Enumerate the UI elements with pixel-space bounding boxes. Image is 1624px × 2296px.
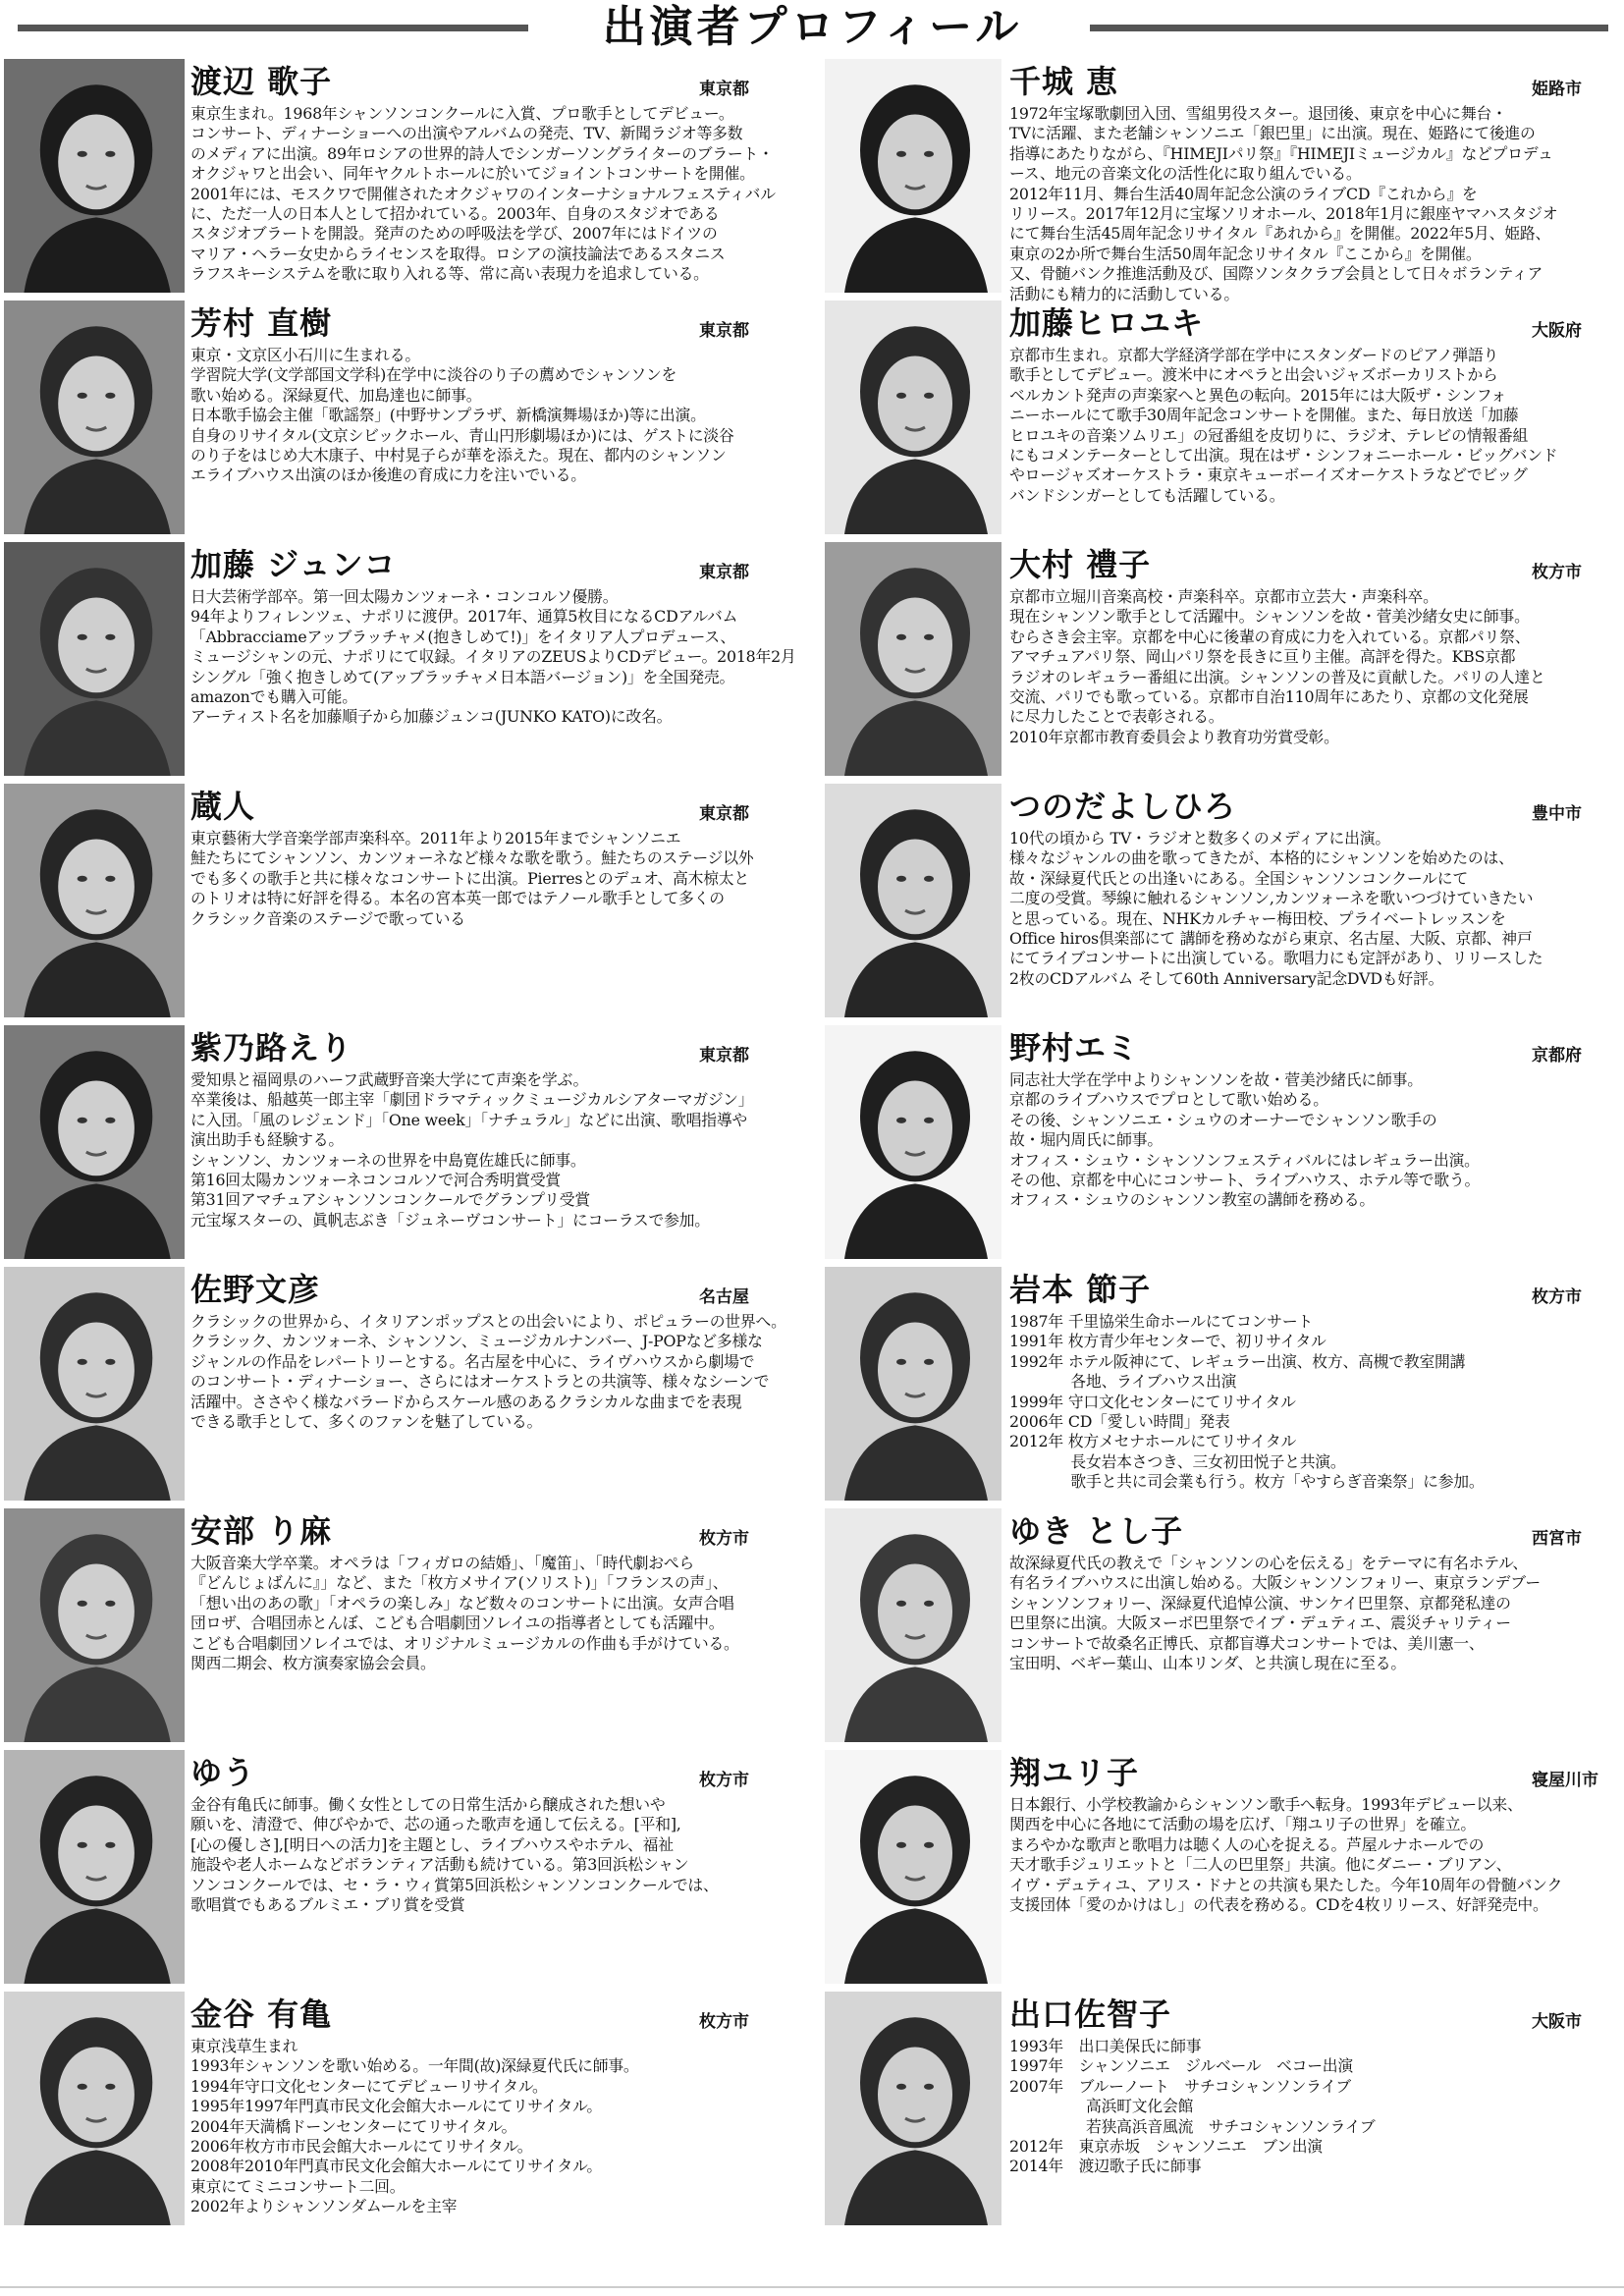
profile-line: 現在シャンソン歌手として活躍中。シャンソンを故・菅美沙緒女史に師事。 [1009,607,1530,627]
profile-line: 2012年 枚方メセナホールにてリサイタル [1009,1432,1297,1451]
profile-line: クラシック、カンツォーネ、シャンソン、ミュージカルナンバー、J-POPなど多様な [190,1332,763,1351]
profile-line: TVに活躍、また老舗シャンソニエ「銀巴里」に出演。現在、姫路にて後進の [1009,124,1536,143]
profile-line: 東京藝術大学音楽学部声楽科卒。2011年より2015年までシャンソニエ [190,829,681,847]
profile-photo [825,301,1001,534]
profile-text [1009,2037,1612,2177]
profile-photo [4,1025,185,1259]
profile-line: 京都のライブハウスでプロとして歌い始める。 [1009,1090,1328,1110]
profile-line: 2010年京都市教育委員会より教育功労賞受彰。 [1009,727,1339,746]
profile-line: シャンソンフォリー、深緑夏代追悼公演、サンケイ巴里祭、京都発私達の [1009,1593,1511,1613]
profile-line: リリース。2017年12月に宝塚ソリオホール、2018年1月に銀座ヤマハスタジオ [1009,203,1558,223]
performer-location: 枚方市 [699,1771,749,1790]
profile-line: 様々なジャンルの曲を歌ってきたが、本格的にシャンソンを始めたのは、 [1009,848,1514,868]
profile-line: 若狭高浜音風流 サチコシャンソンライブ [1009,2116,1376,2136]
profile-line: 「Abbracciameアッブラッチャメ(抱きしめて!)」をイタリア人プロデュース、 [190,627,735,646]
profile-line: 活動にも精力的に活動している。 [1009,284,1239,303]
performer-name: 加藤 ジュンコ [190,546,397,583]
profile-text [190,1312,799,1432]
profile-line: 鮭たちにてシャンソン、カンツォーネなど様々な歌を歌う。鮭たちのステージ以外 [190,848,754,868]
profile-line: 1987年 千里協栄生命ホールにてコンサート [1009,1312,1314,1331]
profile-line: 大阪音楽大学卒業。オペラは「フィガロの結婚」、「魔笛」、「時代劇おぺら [190,1554,695,1572]
profile-line: 長女岩本さつき、三女初田悦子と共演。 [1009,1451,1346,1471]
profile-text [190,1554,799,1673]
profile-entry [815,299,1612,540]
profile-line: 愛知県と福岡県のハーフ武蔵野音楽大学にて声楽を学ぶ。 [190,1070,589,1089]
profile-line: バンドシンガーとしても活躍している。 [1009,485,1285,505]
profile-line: 宝田明、ベギー葉山、山本リンダ、と共演し現在に至る。 [1009,1653,1406,1672]
profile-entry [2,1265,799,1506]
profile-line: 日本歌手協会主催「歌謡祭」(中野サンプラザ、新橋演舞場ほか)等に出演。 [190,406,706,425]
profile-line: 東京・文京区小石川に生まれる。 [190,346,420,364]
profile-line: 2006年 CD「愛しい時間」発表 [1009,1411,1230,1431]
profile-photo [825,1750,1001,1984]
profile-line: に入団。「風のレジェンド」「One week」「ナチュラル」などに出演、歌唱指導や [190,1110,748,1129]
performer-location: 東京都 [699,563,749,582]
profile-line: 1992年 ホテル阪神にて、レギュラー出演、枚方、高槻で教室開講 [1009,1351,1466,1371]
performer-location: 大阪市 [1532,2012,1582,2032]
profile-line: 演出助手も経験する。 [190,1130,344,1150]
profile-line: 1972年宝塚歌劇団入団、雪組男役スター。退団後、東京を中心に舞台・ [1009,104,1507,123]
profile-entry [815,782,1612,1023]
profile-line: 『どんじょばんに』」など、また「枚方メサイア(ソリスト)」「フランスの声」、 [190,1573,729,1593]
performer-name: ゆう [190,1754,256,1791]
profile-entry [815,1748,1612,1990]
performer-name: 大村 禮子 [1009,546,1152,583]
page-title: 出演者プロフィール [602,2,1023,52]
profile-text [190,1070,799,1230]
profile-line: 1993年 出口美保氏に師事 [1009,2037,1202,2055]
profile-text [1009,587,1612,747]
header-rule-left [18,25,528,31]
profile-photo [4,542,185,776]
profile-line: に、ただ一人の日本人として招かれている。2003年、自身のスタジオである [190,203,720,223]
profile-line: マリア・ヘラー女史からライセンスを取得。ロシアの演技論法であるスタニス [190,244,726,263]
profile-photo [4,1750,185,1984]
profile-line: 1997年 シャンソニエ ジルベール ベコー出演 [1009,2056,1353,2076]
profile-line: のメディアに出演。89年ロシアの世界的詩人でシンガーソングライターのブラート・ [190,143,774,163]
performer-location: 名古屋 [699,1287,749,1307]
profile-line: 高浜町文化会館 [1009,2097,1194,2116]
profile-line: 2001年には、モスクワで開催されたオクジャワのインターナショナルフェスティバル [190,184,776,203]
profile-line: 1994年守口文化センターにてデビューリサイタル。 [190,2076,548,2096]
profile-line: ラジオのレギュラー番組に出演。シャンソンの普及に貢献した。パリの人達と [1009,667,1545,686]
profile-line: 指導にあたりながら、『HIMEJIパリ祭』『HIMEJIミュージカル』などプロデュ [1009,143,1553,163]
profile-line: と思っている。現在、NHKカルチャー梅田校、プライベートレッスンを [1009,908,1506,928]
profile-line: 巴里祭に出演。大阪ヌーボ巴里祭でイブ・デュティエ、震災チャリティー [1009,1613,1511,1633]
performer-location: 枚方市 [699,2012,749,2032]
profile-line: 卒業後は、船越英一郎主宰「劇団ドラマティックミュージカルシアターマガジン」 [190,1090,754,1110]
profile-text [1009,1554,1612,1673]
performer-name: 渡辺 歌子 [190,63,333,100]
profile-line: 2014年 渡辺歌子氏に師事 [1009,2157,1202,2176]
performer-location: 豊中市 [1532,804,1582,824]
profile-line: 東京にてミニコンサート二回。 [190,2176,406,2196]
profile-entry [815,1265,1612,1506]
profile-line: 二度の受賞。琴線に触れるシャンソン,カンツォーネを歌いつづけていきたい [1009,889,1534,908]
profile-text [190,104,799,285]
profile-entry [2,1748,799,1990]
profile-line: 94年よりフィレンツェ、ナポリに渡伊。2017年、通算5枚目になるCDアルバム [190,607,738,627]
performer-name: つのだよしひろ [1009,788,1237,825]
profile-line: オクジャワと出会い、同年ヤクルトホールに於いてジョイントコンサートを開催。 [190,164,755,184]
profile-line: ミュージシャンの元、ナポリにて収録。イタリアのZEUSよりCDデビュー。2018年2月 [190,647,796,667]
profile-line: その後、シャンソニエ・シュウのオーナーでシャンソン歌手の [1009,1110,1437,1129]
profile-line: にもコメンテーターとして出演。現在はザ・シンフォニーホール・ビッグバンド [1009,445,1558,465]
profile-line: 歌手としてデビュー。渡米中にオペラと出会いジャズボーカリストから [1009,365,1498,385]
page-header [0,0,1624,57]
profile-line: 2008年2010年門真市民文化会館大ホールにてリサイタル。 [190,2157,602,2176]
profile-line: 天才歌手ジュリエットと「二人の巴里祭」共演。他にダニー・ブリアン、 [1009,1855,1512,1875]
profile-line: 有名ライブハウスに出演し始める。大阪シャンソンフォリー、東京ランデブー [1009,1573,1541,1593]
profile-line: 京都市立堀川音楽高校・声楽科卒。京都市立芸大・声楽科卒。 [1009,587,1438,606]
profile-line: コンサート、ディナーショーへの出演やアルバムの発売、TV、新聞ラジオ等多数 [190,124,743,143]
profile-line: 金谷有亀氏に師事。働く女性としての日常生活から醸成された想いや [190,1795,666,1814]
profile-line: 2002年よりシャンソンダムールを主宰 [190,2197,458,2216]
profile-line: のコンサート・ディナーショー、さらにはオーケストラとの共演等、様々なシーンで [190,1372,770,1392]
profile-line: 第31回アマチュアシャンソンコンクールでグランプリ受賞 [190,1190,590,1210]
profile-line: シャンソン、カンツォーネの世界を中島寛佐雄氏に師事。 [190,1150,586,1170]
performer-location: 枚方市 [699,1529,749,1549]
performer-location: 東京都 [699,321,749,341]
profile-line: ニーホールにて歌手30周年記念コンサートを開催。また、毎日放送「加藤 [1009,406,1519,425]
profile-line: 2枚のCDアルバム そして60th Anniversary記念DVDも好評。 [1009,968,1444,988]
profile-line: 日大芸術学部卒。第一回太陽カンツォーネ・コンコルソ優勝。 [190,587,619,606]
profile-line: 2006年枚方市市民会館大ホールにてリサイタル。 [190,2136,533,2156]
profile-text [1009,1070,1612,1211]
profile-entry [2,1023,799,1265]
profile-photo [825,59,1001,293]
profile-line: 10代の頃から TV・ラジオと数多くのメディアに出演。 [1009,829,1390,847]
profile-text [1009,1795,1612,1915]
profile-line: 故深緑夏代氏の教えで「シャンソンの心を伝える」をテーマに有名ホテル、 [1009,1554,1528,1572]
profile-line: ジャンルの作品をレパートリーとする。名古屋を中心に、ライヴハウスから劇場で [190,1351,755,1371]
performer-name: 出口佐智子 [1009,1995,1172,2033]
profile-line: ヒロユキの音楽ソムリエ」の冠番組を皮切りに、ラジオ、テレビの情報番組 [1009,425,1529,445]
profile-line: にて舞台生活45周年記念リサイタル『あれから』を開催。2022年5月、姫路、 [1009,224,1551,244]
profile-photo [4,1267,185,1501]
profile-text [190,346,799,486]
profile-line: その他、京都を中心にコンサート、ライブハウス、ホテル等で歌う。 [1009,1170,1481,1189]
profile-line: やロージャズオーケストラ・東京キューボーイズオーケストラなどでビッグ [1009,465,1528,485]
profile-line: 東京浅草生まれ [190,2037,298,2055]
profile-line: 各地、ライブハウス出演 [1009,1372,1237,1392]
profile-entry [2,1506,799,1748]
profile-line: ース、地元の音楽文化の活性化に取り組んでいる。 [1009,164,1362,184]
performer-name: 佐野文彦 [190,1271,321,1308]
profile-line: むらさき会主宰。京都を中心に後輩の育成に力を入れている。京都パリ祭、 [1009,627,1531,646]
profile-line: amazonでも購入可能。 [190,686,357,706]
performer-name: 翔ユリ子 [1009,1754,1140,1791]
profile-line: 施設や老人ホームなどボランティア活動も続けている。第3回浜松シャン [190,1855,689,1875]
performer-location: 東京都 [699,80,749,99]
profile-line: 支援団体「愛のかけはし」の代表を務める。CDを4枚リリース、好評発売中。 [1009,1894,1548,1914]
performer-location: 枚方市 [1532,1287,1582,1307]
profile-line: 関西二期会、枚方演奏家協会会員。 [190,1653,436,1672]
performer-name: 千城 恵 [1009,63,1119,100]
profile-photo [825,542,1001,776]
profile-entry [815,540,1612,782]
profile-line: 2004年天満橋ドーンセンターにてリサイタル。 [190,2116,517,2136]
profile-line: 2007年 ブルーノート サチコシャンソンライブ [1009,2076,1352,2096]
profile-line: 1991年 枚方青少年センターで、初リサイタル [1009,1332,1326,1351]
profile-line: 歌手と共に司会業も行う。枚方「やすらぎ音楽祭」に参加。 [1009,1472,1485,1492]
profile-entry [2,782,799,1023]
profile-line: 京都市生まれ。京都大学経済学部在学中にスタンダードのピアノ弾語り [1009,346,1499,364]
profile-line: ベルカント発声の声楽家へと異色の転向。2015年には大阪ザ・シンフォ [1009,385,1507,405]
profile-line: アーティスト名を加藤順子から加藤ジュンコ(JUNKO KATO)に改名。 [190,707,673,727]
profile-entry [815,1990,1612,2255]
profile-entry [2,299,799,540]
profile-line: でも多くの歌手と共に様々なコンサートに出演。Pierresとのデュオ、高木椋太と [190,868,749,888]
profile-photo [825,1267,1001,1501]
profile-line: に尽力したことで表彰される。 [1009,707,1224,727]
profile-line: 自身のリサイタル(文京シビックホール、青山円形劇場ほか)には、ゲストに淡谷 [190,425,734,445]
profile-line: ラフスキーシステムを歌に取り入れる等、常に高い表現力を追求している。 [190,264,709,284]
profile-line: のり子をはじめ大木康子、中村晃子らが華を添えた。現在、都内のシャンソン [190,445,727,465]
profile-line: 日本銀行、小学校教諭からシャンソン歌手へ転身。1993年デビュー以来、 [1009,1795,1523,1814]
right-column [815,57,1612,2255]
profile-line: 又、骨髄バンク推進活動及び、国際ソンタクラブ会員として日々ボランティア [1009,264,1543,284]
performer-location: 京都府 [1532,1046,1582,1066]
profile-line: 1995年1997年門真市民文化会館大ホールにてリサイタル。 [190,2097,602,2116]
profile-entry [2,540,799,782]
profile-line: 同志社大学在学中よりシャンソンを故・菅美沙緒氏に師事。 [1009,1070,1423,1089]
performer-name: 岩本 節子 [1009,1271,1152,1308]
performer-name: 野村エミ [1009,1029,1140,1066]
left-column [2,57,799,2255]
profile-line: こども合唱劇団ソレイユでは、オリジナルミュージカルの作曲も手がけている。 [190,1633,739,1653]
profile-line: クラシックの世界から、イタリアンポップスとの出会いにより、ポピュラーの世界へ。 [190,1312,786,1331]
profile-line: オフィス・シュウのシャンソン教室の講師を務める。 [1009,1190,1375,1210]
profile-line: イヴ・デュティユ、アリス・ドナとの共演も果たした。今年10周年の骨髄バンク [1009,1875,1563,1894]
profile-line: 歌い始める。深緑夏代、加島達也に師事。 [190,385,482,405]
profile-line: 1999年 守口文化センターにてリサイタル [1009,1392,1296,1411]
profile-text [1009,1312,1612,1493]
profile-line: できる歌手として、多くのファンを魅了している。 [190,1411,543,1431]
profile-photo [4,59,185,293]
profile-line: 関西を中心に各地にて活動の場を広げ、「翔ユリ子の世界」を確立。 [1009,1815,1476,1834]
profile-line: 第16回太陽カンツォーネコンコルソで河合秀明賞受賞 [190,1170,562,1189]
profile-entry [2,1990,799,2255]
performer-name: 安部 り麻 [190,1512,333,1550]
profile-entry [815,1023,1612,1265]
performer-location: 西宮市 [1532,1529,1582,1549]
performer-name: ゆき とし子 [1009,1512,1184,1550]
profile-text [190,2037,799,2217]
header-rule-right [1090,25,1608,31]
profile-photo [4,784,185,1017]
profile-photo [4,1992,185,2225]
performer-location: 東京都 [699,804,749,824]
performer-location: 枚方市 [1532,563,1582,582]
profile-line: スタジオブラートを開設。発声のための呼吸法を学び、2007年にはドイツの [190,224,718,244]
performer-name: 芳村 直樹 [190,304,333,342]
profile-line: 東京生まれ。1968年シャンソンコンクールに入賞、プロ歌手としてデビュー。 [190,104,734,123]
profile-line: 東京の2か所で舞台生活50周年記念リサイタル『ここから』を開催。 [1009,244,1482,263]
profile-line: 歌唱賞でもあるブルミエ・ブリ賞を受賞 [190,1894,465,1914]
profile-photo [825,1992,1001,2225]
performer-name: 紫乃路えり [190,1029,353,1066]
profile-line: アマチュアパリ祭、岡山パリ祭を長きに亘り主催。高評を得た。KBS京都 [1009,647,1516,667]
profile-entry [815,57,1612,303]
profile-text [190,587,799,728]
profile-photo [4,1508,185,1742]
profile-text [190,829,799,929]
profile-line: [心の優しさ],[明日への活力]を主題とし、ライブハウスやホテル、福祉 [190,1834,674,1854]
page-bottom-rule [0,2286,1624,2288]
profile-line: 元宝塚スターの、眞帆志ぶき「ジュネーヴコンサート」にコーラスで参加。 [190,1210,710,1230]
profile-photo [825,784,1001,1017]
profile-line: のトリオは特に好評を得る。本名の宮本英一郎ではテノール歌手として多くの [190,889,725,908]
profile-line: にてライブコンサートに出演している。歌唱力にも定評があり、リリースした [1009,949,1543,968]
profile-line: オフィス・シュウ・シャンソンフェスティバルにはレギュラー出演。 [1009,1150,1480,1170]
performer-location: 姫路市 [1532,80,1582,99]
profile-entry [2,57,799,299]
profile-line: 願いを、清澄で、伸びやかで、芯の通った歌声を通して伝える。[平和], [190,1815,681,1834]
profile-text [1009,346,1612,506]
performer-name: 金谷 有亀 [190,1995,333,2033]
profile-photo [4,301,185,534]
profile-line: シングル「強く抱きしめて(アッブラッチャメ日本語バージョン)」を全国発売。 [190,667,735,686]
profile-line: 1993年シャンソンを歌い始める。一年間(故)深緑夏代氏に師事。 [190,2056,639,2076]
profile-text [1009,829,1612,989]
profile-line: クラシック音楽のステージで歌っている [190,908,465,928]
profile-line: エライブハウス出演のほか後進の育成に力を注いでいる。 [190,465,586,485]
profile-line: まろやかな歌声と歌唱力は聴く人の心を捉える。芦屋ルナホールでの [1009,1834,1485,1854]
profile-line: 交流、パリでも歌っている。京都市自治110周年にあたり、京都の文化発展 [1009,686,1529,706]
profile-line: 2012年 東京赤坂 シャンソニエ ブン出演 [1009,2136,1323,2156]
profile-line: 「想い出のあの歌」「オペラの楽しみ」など数々のコンサートに出演。女声合唱 [190,1593,734,1613]
profile-line: 活躍中。ささやく様なバラードからスケール感のあるクラシカルな曲までを表現 [190,1392,742,1411]
profile-line: 学習院大学(文学部国文学科)在学中に淡谷のり子の薦めでシャンソンを [190,365,677,385]
profile-line: 2012年11月、舞台生活40周年記念公演のライブCD『これから』を [1009,184,1478,203]
profile-text [1009,104,1612,304]
profile-line: ソンコンクールでは、セ・ラ・ウィ賞第5回浜松シャンソンコンクールでは、 [190,1875,719,1894]
profile-line: 団ロザ、合唱団赤とんぼ、こども合唱劇団ソレイユの指導者としても活躍中。 [190,1613,725,1633]
performer-location: 大阪府 [1532,321,1582,341]
profile-entry [815,1506,1612,1748]
profile-line: コンサートで故桑名正博氏、京都盲導犬コンサートでは、美川憲一、 [1009,1633,1485,1653]
profile-photo [825,1508,1001,1742]
profile-photo [825,1025,1001,1259]
performer-location: 寝屋川市 [1532,1771,1598,1790]
profile-line: 故・深緑夏代氏との出逢いにある。全国シャンソンコンクールにて [1009,868,1468,888]
performer-name: 加藤ヒロユキ [1009,304,1205,342]
profile-line: Office hiros倶楽部にて 講師を務めながら東京、名古屋、大阪、京都、神戸 [1009,928,1533,948]
performer-name: 蔵人 [190,788,256,825]
profile-text [190,1795,799,1915]
performer-location: 東京都 [699,1046,749,1066]
profile-line: 故・堀内周氏に師事。 [1009,1130,1163,1150]
